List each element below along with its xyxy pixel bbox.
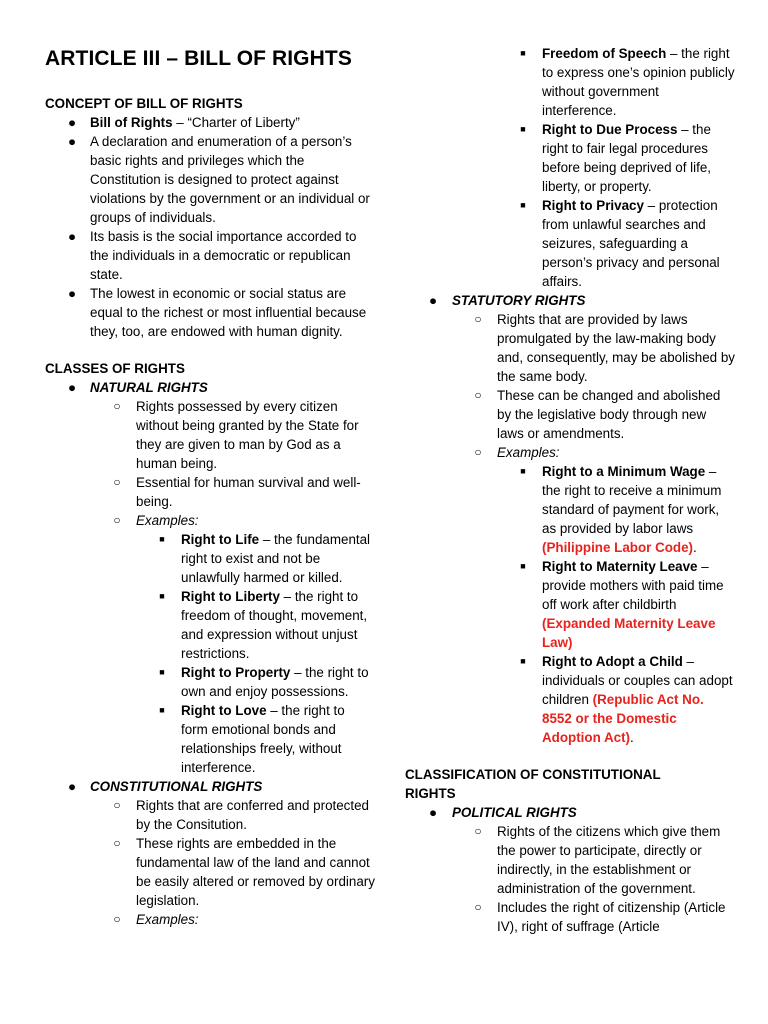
circle-bullet-icon: ○ bbox=[474, 824, 482, 838]
bullet-icon: ● bbox=[67, 229, 77, 244]
list-item: ■ Freedom of Speech – the right to express one’s opinion publicly without government interference. bbox=[405, 44, 735, 120]
list-item: ○ Rights that are conferred and protected by the Consitution. bbox=[45, 796, 375, 834]
bullet-icon: ● bbox=[67, 134, 77, 149]
circle-bullet-icon: ○ bbox=[474, 445, 482, 459]
list-item: ■ Right to Privacy – protection from unlawful searches and seizures, safeguarding a person’s privacy and personal affairs. bbox=[405, 196, 735, 291]
list-item: ■ Right to a Minimum Wage – the right to receive a minimum standard of payment for work, as provided by labor laws (Philippine Labor Code). bbox=[405, 462, 735, 557]
list-item: ○ Essential for human survival and well-being. bbox=[45, 473, 375, 511]
list-item: ● Its basis is the social importance accorded to the individuals in a democratic or republican state. bbox=[67, 229, 357, 282]
list-item: ● POLITICAL RIGHTS bbox=[428, 805, 577, 820]
list-item: ● STATUTORY RIGHTS bbox=[428, 293, 586, 308]
list-item: ■ Right to Due Process – the right to fair legal procedures before being deprived of life, liberty, or property. bbox=[405, 120, 735, 196]
law-reference: (Expanded Maternity Leave Law) bbox=[542, 616, 716, 650]
list-item: ■ Right to Love – the right to form emotional bonds and relationships freely, without interference. bbox=[45, 701, 375, 777]
list-item: ○ Rights of the citizens which give them the power to participate, directly or indirectly, in the establishment or administration of the government. bbox=[405, 822, 735, 898]
square-bullet-icon: ■ bbox=[520, 48, 526, 58]
concept-heading: CONCEPT OF BILL OF RIGHTS bbox=[45, 96, 243, 111]
circle-bullet-icon: ○ bbox=[113, 399, 121, 413]
list-item: ● The lowest in economic or social status are equal to the richest or most influential because they, too, are endowed with human dignity. bbox=[67, 286, 367, 339]
list-item: ● Bill of Rights – “Charter of Liberty” bbox=[67, 115, 300, 130]
list-item: ○ Examples: bbox=[45, 511, 375, 530]
list-item: ● CONSTITUTIONAL RIGHTS bbox=[67, 779, 263, 794]
page-title: ARTICLE III – BILL OF RIGHTS bbox=[45, 47, 352, 70]
square-bullet-icon: ■ bbox=[520, 561, 526, 571]
bullet-icon: ● bbox=[428, 293, 438, 308]
circle-bullet-icon: ○ bbox=[474, 388, 482, 402]
circle-bullet-icon: ○ bbox=[113, 912, 121, 926]
list-item: ■ Right to Maternity Leave – provide mothers with paid time off work after childbirth (Expanded Maternity Leave Law) bbox=[405, 557, 735, 652]
law-reference: (Philippine Labor Code) bbox=[542, 540, 694, 555]
list-item: ○ Includes the right of citizenship (Article IV), right of suffrage (Article bbox=[405, 898, 735, 936]
law-reference: (Republic Act No. 8552 or the Domestic Adoption Act) bbox=[542, 692, 704, 745]
circle-bullet-icon: ○ bbox=[474, 312, 482, 326]
list-item: ○ Examples: bbox=[45, 910, 375, 929]
square-bullet-icon: ■ bbox=[159, 667, 165, 677]
list-item: ● A declaration and enumeration of a person’s basic rights and privileges which the Constitution is designed to protect against violations by the government or an individual or groups of individuals. bbox=[67, 134, 370, 225]
list-item: ■ Right to Adopt a Child – individuals or couples can adopt children (Republic Act No. 8552 or the Domestic Adoption Act). bbox=[405, 652, 735, 747]
bullet-icon: ● bbox=[67, 286, 77, 301]
square-bullet-icon: ■ bbox=[520, 656, 526, 666]
square-bullet-icon: ■ bbox=[520, 466, 526, 476]
bullet-icon: ● bbox=[67, 380, 77, 395]
classification-heading: CLASSIFICATION OF CONSTITUTIONAL RIGHTS bbox=[405, 767, 661, 801]
list-item: ■ Right to Liberty – the right to freedom of thought, movement, and expression without unjust restrictions. bbox=[45, 587, 375, 663]
bullet-icon: ● bbox=[67, 779, 77, 794]
list-item: ○ Rights that are provided by laws promulgated by the law-making body and, consequently, may be abolished by the same body. bbox=[405, 310, 735, 386]
list-item: ○ Rights possessed by every citizen without being granted by the State for they are given to man by God as a human being. bbox=[45, 397, 375, 473]
square-bullet-icon: ■ bbox=[520, 124, 526, 134]
list-item: ○ These rights are embedded in the fundamental law of the land and cannot be easily altered or removed by ordinary legislation. bbox=[45, 834, 375, 910]
bullet-icon: ● bbox=[428, 805, 438, 820]
left-column bbox=[45, 44, 375, 929]
square-bullet-icon: ■ bbox=[159, 534, 165, 544]
square-bullet-icon: ■ bbox=[159, 705, 165, 715]
classes-heading: CLASSES OF RIGHTS bbox=[45, 361, 185, 376]
square-bullet-icon: ■ bbox=[520, 200, 526, 210]
circle-bullet-icon: ○ bbox=[113, 836, 121, 850]
list-item: ○ These can be changed and abolished by the legislative body through new laws or amendments. bbox=[405, 386, 735, 443]
circle-bullet-icon: ○ bbox=[113, 475, 121, 489]
circle-bullet-icon: ○ bbox=[113, 513, 121, 527]
right-column bbox=[405, 44, 735, 936]
square-bullet-icon: ■ bbox=[159, 591, 165, 601]
list-item: ■ Right to Life – the fundamental right to exist and not be unlawfully harmed or killed. bbox=[45, 530, 375, 587]
circle-bullet-icon: ○ bbox=[474, 900, 482, 914]
list-item: ■ Right to Property – the right to own and enjoy possessions. bbox=[45, 663, 375, 701]
list-item: ○ Examples: bbox=[405, 443, 735, 462]
list-item: ● NATURAL RIGHTS bbox=[67, 380, 208, 395]
bullet-icon: ● bbox=[67, 115, 77, 130]
circle-bullet-icon: ○ bbox=[113, 798, 121, 812]
